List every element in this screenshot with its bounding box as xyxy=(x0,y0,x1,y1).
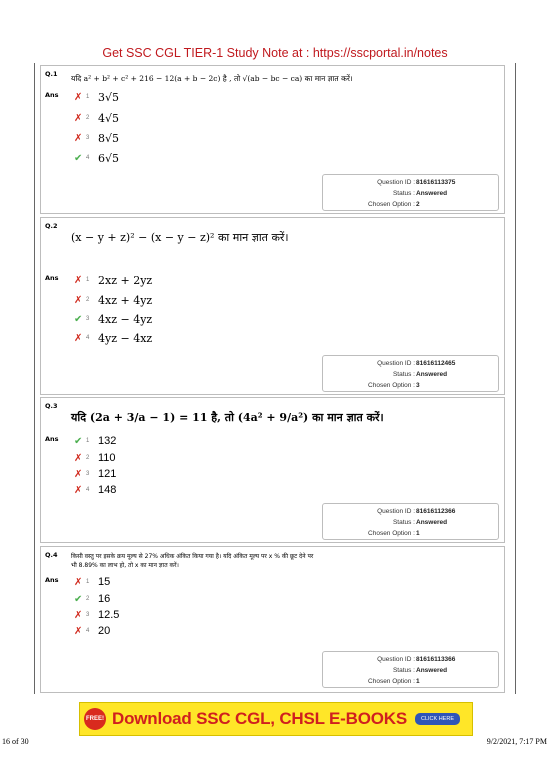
answer-label: Ans xyxy=(45,576,59,584)
option-text: 4yz − 4xz xyxy=(98,331,153,345)
question-card-3 xyxy=(40,397,505,543)
cross-icon: ✗ xyxy=(74,468,83,480)
cross-icon: ✗ xyxy=(74,625,83,637)
question-text-line-1: किसी वस्तु पर इसके क्रय मूल्य से 27% अधिक अंकित किया गया है। यदि अंकित मूल्य पर x % की छूट देने पर xyxy=(71,553,314,560)
option-2: ✗ 2 4xz + 4yz xyxy=(74,293,153,307)
cross-icon: ✗ xyxy=(74,132,83,144)
banner-text: Download SSC CGL, CHSL E-BOOKS xyxy=(112,709,407,728)
check-icon: ✔ xyxy=(74,435,83,447)
option-text: 20 xyxy=(98,625,111,637)
page-number: 16 of 30 xyxy=(2,737,29,746)
question-id: 81616112465 xyxy=(416,360,456,367)
chosen-option: 1 xyxy=(416,530,420,537)
option-3: ✗ 3 121 xyxy=(74,468,117,480)
option-1: ✗ 1 2xz + 2yz xyxy=(74,273,153,287)
question-meta: Question ID : 81616113366 Status : Answered Chosen Option : 1 xyxy=(322,651,499,688)
click-here-button[interactable]: CLICK HERE xyxy=(415,713,460,725)
status: Answered xyxy=(416,190,448,197)
cross-icon: ✗ xyxy=(74,484,83,496)
option-1: ✗ 1 3√5 xyxy=(74,90,120,104)
option-4: ✗ 4 20 xyxy=(74,625,111,637)
question-text: यदि a² + b² + c² + 216 − 12(a + b − 2c) है , तो √(ab − bc − ca) का मान ज्ञात करें। xyxy=(71,74,353,83)
question-text: (x − y + z)² − (x − y − z)² का मान ज्ञात करें। xyxy=(71,231,289,244)
option-2: ✗ 2 110 xyxy=(74,452,116,464)
question-card-2 xyxy=(40,217,505,395)
option-3: ✗ 3 12.5 xyxy=(74,609,120,621)
option-text: 4xz − 4yz xyxy=(98,312,153,326)
answer-label: Ans xyxy=(45,435,59,443)
option-text: 15 xyxy=(98,576,111,588)
cross-icon: ✗ xyxy=(74,294,83,306)
question-number: Q.3 xyxy=(45,402,58,410)
question-id: 81616113366 xyxy=(416,656,456,663)
check-icon: ✔ xyxy=(74,313,83,325)
question-sheet xyxy=(34,63,516,694)
option-2: ✗ 2 4√5 xyxy=(74,111,120,125)
page-header: Get SSC CGL TIER-1 Study Note at : https://sscportal.in/notes xyxy=(102,46,448,60)
check-icon: ✔ xyxy=(74,152,83,164)
option-3: ✗ 3 8√5 xyxy=(74,131,120,145)
option-text: 16 xyxy=(98,593,111,605)
free-badge: FREE! xyxy=(84,708,106,730)
status: Answered xyxy=(416,519,448,526)
option-4: ✔ 4 6√5 xyxy=(74,151,120,165)
option-3: ✔ 3 4xz − 4yz xyxy=(74,312,153,326)
option-text: 2xz + 2yz xyxy=(98,273,153,287)
option-text: 3√5 xyxy=(98,90,120,104)
question-number: Q.2 xyxy=(45,222,58,230)
cross-icon: ✗ xyxy=(74,91,83,103)
question-meta: Question ID : 81616112366 Status : Answered Chosen Option : 1 xyxy=(322,503,499,540)
option-text: 4xz + 4yz xyxy=(98,293,153,307)
question-card-4 xyxy=(40,546,505,693)
chosen-option: 1 xyxy=(416,678,420,685)
check-icon: ✔ xyxy=(74,593,83,605)
cross-icon: ✗ xyxy=(74,452,83,464)
answer-label: Ans xyxy=(45,274,59,282)
question-card-1 xyxy=(40,65,505,214)
option-1: ✗ 1 15 xyxy=(74,576,111,588)
option-text: 110 xyxy=(98,452,116,464)
question-id: 81616112366 xyxy=(416,508,456,515)
cross-icon: ✗ xyxy=(74,609,83,621)
question-text: यदि (2a + 3/a − 1) = 11 है, तो (4a² + 9/a²) का मान ज्ञात करें। xyxy=(71,411,384,424)
question-meta: Question ID : 81616113375 Status : Answered Chosen Option : 2 xyxy=(322,174,499,211)
status: Answered xyxy=(416,667,448,674)
option-text: 148 xyxy=(98,484,117,496)
question-meta: Question ID : 81616112465 Status : Answered Chosen Option : 3 xyxy=(322,355,499,392)
cross-icon: ✗ xyxy=(74,576,83,588)
question-id: 81616113375 xyxy=(416,179,456,186)
chosen-option: 2 xyxy=(416,201,420,208)
answer-label: Ans xyxy=(45,91,59,99)
option-text: 6√5 xyxy=(98,151,120,165)
cross-icon: ✗ xyxy=(74,332,83,344)
option-text: 121 xyxy=(98,468,117,480)
option-4: ✗ 4 4yz − 4xz xyxy=(74,331,153,345)
option-text: 8√5 xyxy=(98,131,120,145)
chosen-option: 3 xyxy=(416,382,420,389)
question-text-line-2: भी 8.89% का लाभ हो, तो x का मान ज्ञात करें। xyxy=(71,562,179,569)
download-ebooks-banner[interactable] xyxy=(79,702,473,736)
option-1: ✔ 1 132 xyxy=(74,435,117,447)
cross-icon: ✗ xyxy=(74,112,83,124)
option-text: 12.5 xyxy=(98,609,120,621)
status: Answered xyxy=(416,371,448,378)
question-number: Q.1 xyxy=(45,70,58,78)
option-text: 132 xyxy=(98,435,117,447)
option-text: 4√5 xyxy=(98,111,120,125)
cross-icon: ✗ xyxy=(74,274,83,286)
option-4: ✗ 4 148 xyxy=(74,484,117,496)
option-2: ✔ 2 16 xyxy=(74,593,111,605)
question-number: Q.4 xyxy=(45,551,58,559)
print-datetime: 9/2/2021, 7:17 PM xyxy=(486,737,547,746)
